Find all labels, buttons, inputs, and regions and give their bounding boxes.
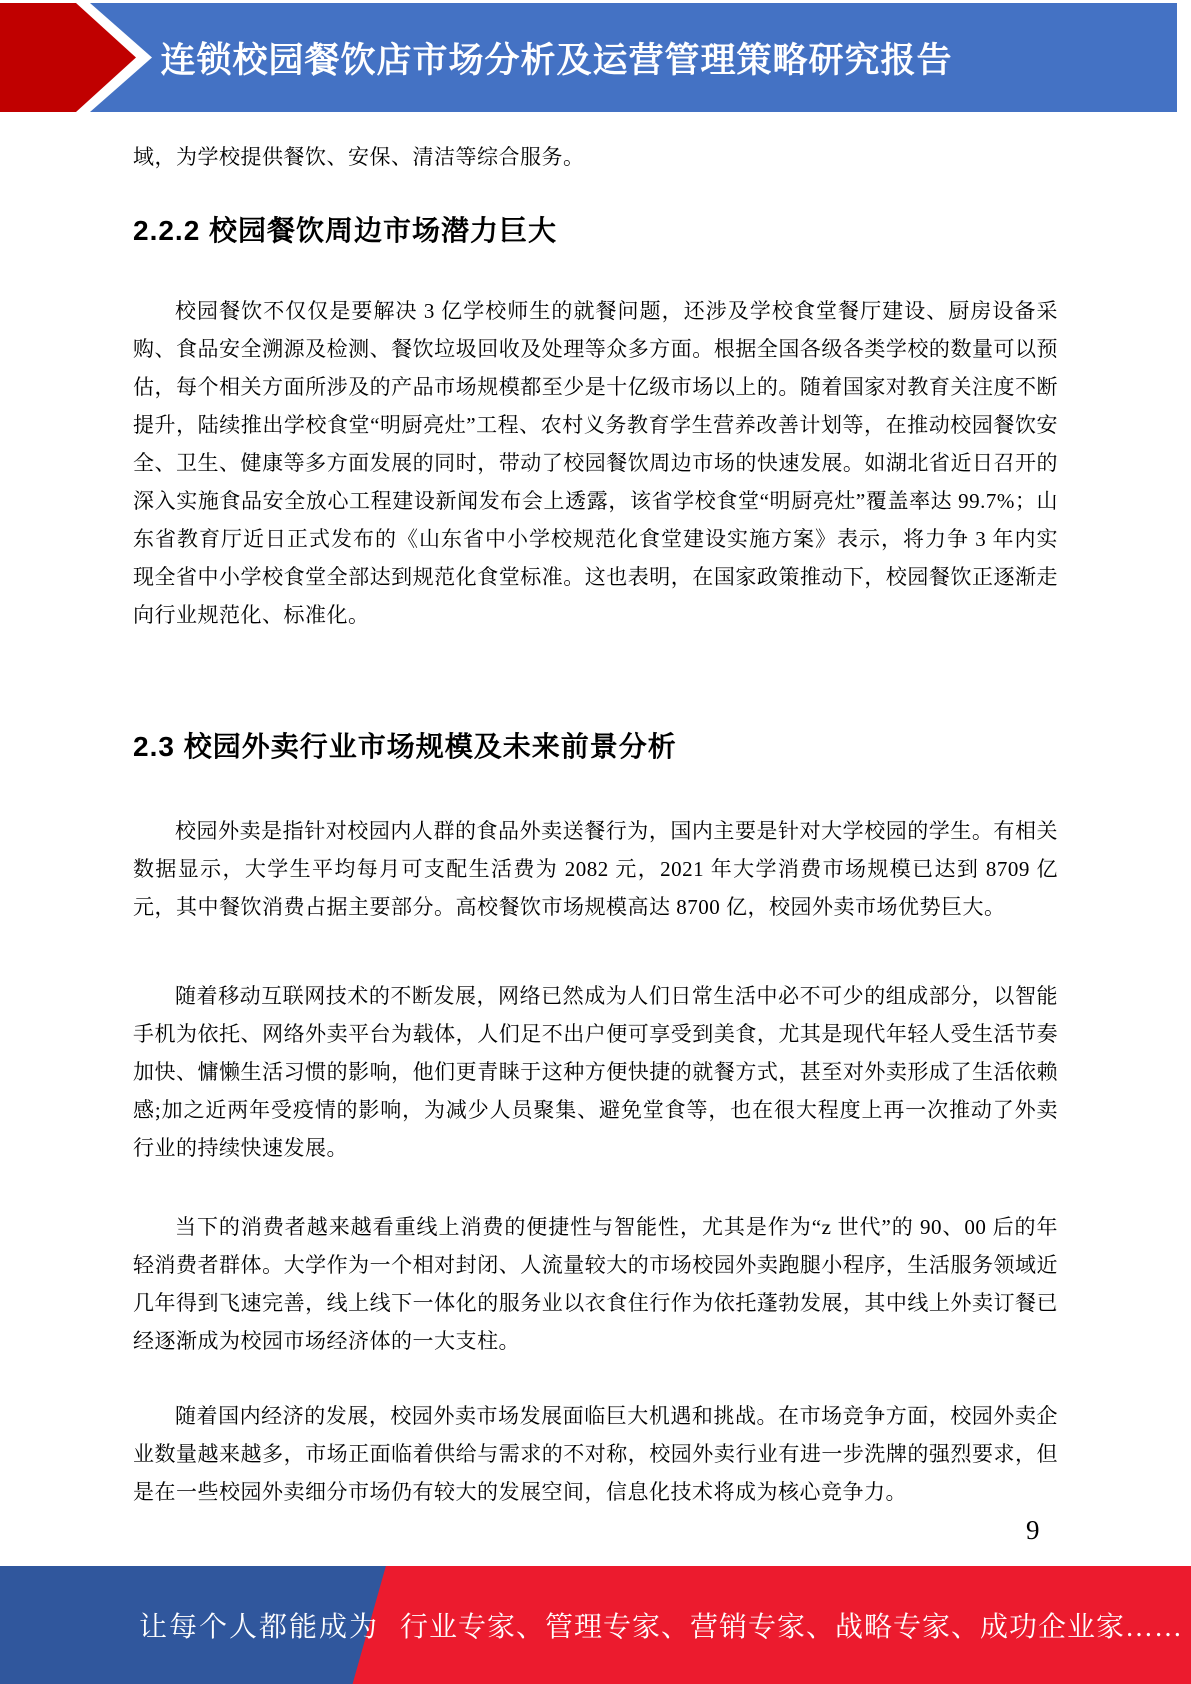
page-number: 9 [1026,1515,1040,1545]
footer-slogan-right: 行业专家、管理专家、营销专家、战略专家、成功企业家…… [400,1612,1184,1643]
paragraph-mobile-internet: 随着移动互联网技术的不断发展，网络已然成为人们日常生活中必不可少的组成部分，以智能手机为依托、网络外卖平台为载体，人们足不出户便可享受到美食，尤其是现代年轻人受生活节奏加快、慵懒生活习惯的影响，他们更青睐于这种方便快捷的就餐方式，甚至对外卖形成了生活依赖感;加之近两年受疫情的影响，为减少人员聚集、避免堂食等，也在很大程度上再一次推动了外卖行业的持续快速发展。 [133,984,1058,1160]
paragraph-gen-z-consumers: 当下的消费者越来越看重线上消费的便捷性与智能性，尤其是作为“z 世代”的 90、00 后的年轻消费者群体。大学作为一个相对封闭、人流量较大的市场校园外卖跑腿小程序，生活服务领域近几年得到飞速完善，线上线下一体化的服务业以衣食住行作为依托蓬勃发展，其中线上外卖订餐已经逐渐成为校园市场经济体的一大支柱。 [133,1215,1058,1353]
paragraph-campus-delivery-definition: 校园外卖是指针对校园内人群的食品外卖送餐行为，国内主要是针对大学校园的学生。有相关数据显示，大学生平均每月可支配生活费为 2082 元，2021 年大学消费市场规模已达到 8709 亿元，其中餐饮消费占据主要部分。高校餐饮市场规模高达 8700 亿，校园外卖市场优势巨大。 [133,819,1058,919]
paragraph-market-opportunities: 随着国内经济的发展，校园外卖市场发展面临巨大机遇和挑战。在市场竞争方面，校园外卖企业数量越来越多，市场正面临着供给与需求的不对称，校园外卖行业有进一步洗牌的强烈要求，但是在一些校园外卖细分市场仍有较大的发展空间，信息化技术将成为核心竞争力。 [133,1404,1058,1504]
report-title: 连锁校园餐饮店市场分析及运营管理策略研究报告 [160,40,953,80]
header-banner [0,3,1177,112]
paragraph-continuation: 域，为学校提供餐饮、安保、清洁等综合服务。 [133,145,585,169]
section-heading-2-2-2: 2.2.2 校园餐饮周边市场潜力巨大 [133,215,558,246]
footer-slogan-left: 让每个人都能成为 [139,1612,380,1643]
paragraph-campus-catering-market: 校园餐饮不仅仅是要解决 3 亿学校师生的就餐问题，还涉及学校食堂餐厅建设、厨房设备采购、食品安全溯源及检测、餐饮垃圾回收及处理等众多方面。根据全国各级各类学校的数量可以预估，每个相关方面所涉及的产品市场规模都至少是十亿级市场以上的。随着国家对教育关注度不断提升，陆续推出学校食堂“明厨亮灶”工程、农村义务教育学生营养改善计划等，在推动校园餐饮安全、卫生、健康等多方面发展的同时，带动了校园餐饮周边市场的快速发展。如湖北省近日召开的深入实施食品安全放心工程建设新闻发布会上透露，该省学校食堂“明厨亮灶”覆盖率达 99.7%；山东省教育厅近日正式发布的《山东省中小学校规范化食堂建设实施方案》表示，将力争 3 年内实现全省中小学校食堂全部达到规范化食堂标准。这也表明，在国家政策推动下，校园餐饮正逐渐走向行业规范化、标准化。 [133,299,1058,627]
footer-banner [0,1566,1191,1684]
section-heading-2-3: 2.3 校园外卖行业市场规模及未来前景分析 [133,731,677,762]
